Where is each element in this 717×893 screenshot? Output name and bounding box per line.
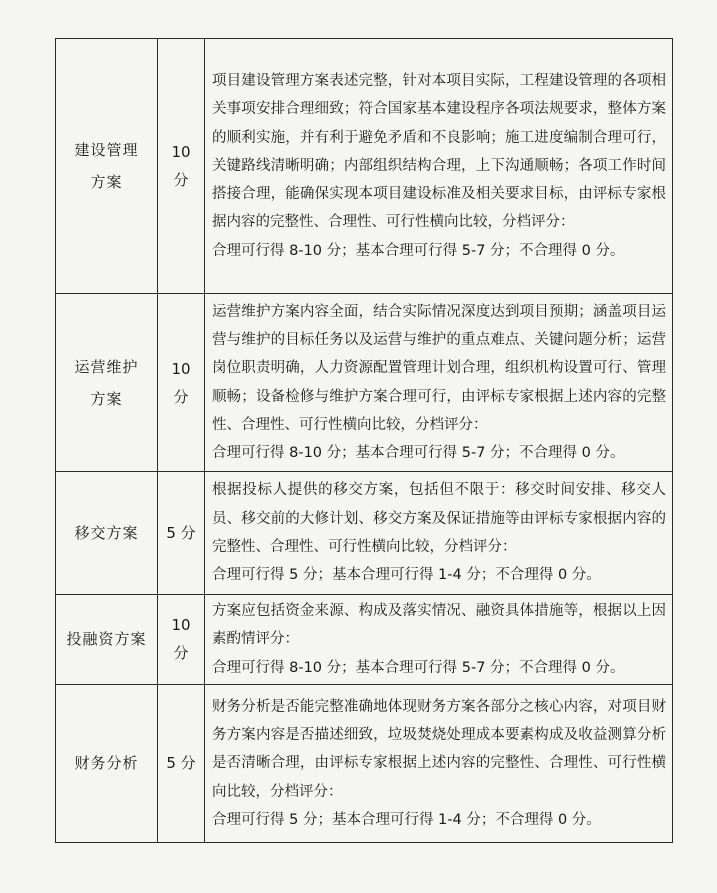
score-line: 5 分 [166,524,196,542]
table-row [56,472,673,595]
score-cell [158,595,205,685]
criteria-text: 项目建设管理方案表述完整，针对本项目实际，工程建设管理的各项相关事项安排合理细致；符合国家基本建设程序各项法规要求，整体方案的顺利实施，并有利于避免矛盾和不良影响；施工进度编制合理可行，关键路线清晰明确；内部组织结构合理，上下沟通顺畅；各项工作时间搭接合理，能确保实现本项目建设标准及相关要求目标，由评标专家根据内容的完整性、合理性、可行性横向比较，分档评分： [212,72,666,231]
score-cell [158,684,205,842]
item-name-cell [56,294,158,472]
table-row [56,595,673,685]
item-name-line: 方案 [90,173,123,191]
table-row [56,294,673,472]
criteria-cell [205,294,673,472]
item-name-line: 财务分析 [74,754,139,773]
criteria-cell [205,39,673,294]
criteria-text: 运营维护方案内容全面，结合实际情况深度达到项目预期；涵盖项目运营与维护的目标任务以及运营与维护的重点难点、关键问题分析；运营岗位职责明确，人力资源配置管理计划合理，组织机构设置可行、管理顺畅；设备检修与维护方案合理可行，由评标专家根据上述内容的完整性、合理性、可行性横向比较，分档评分： [212,303,666,433]
criteria-text: 方案应包括资金来源、构成及落实情况、融资具体措施等，根据以上因素酌情评分： [212,603,666,648]
criteria-cell [205,595,673,685]
item-name-line: 投融资方案 [66,630,147,649]
item-name-line: 运营维护 [74,357,139,376]
score-line: 5 分 [166,754,196,773]
score-cell [158,39,205,294]
score-cell [158,472,205,595]
item-name-cell [56,684,158,842]
criteria-cell [205,472,673,595]
score-line: 10 [171,143,191,161]
table-row [56,39,673,294]
score-line: 分 [173,171,189,189]
score-cell [158,294,205,472]
item-name-cell [56,472,158,595]
item-name-line: 移交方案 [74,524,139,542]
scoring-rule: 合理可行得 8-10 分；基本合理可行得 5-7 分；不合理得 0 分。 [212,445,625,462]
score-line: 分 [173,644,189,663]
scoring-rule: 合理可行得 5 分；基本合理可行得 1-4 分；不合理得 0 分。 [212,811,601,828]
score-line: 分 [173,387,189,406]
score-line: 10 [171,616,191,635]
item-name-cell [56,39,158,294]
scoring-rule: 合理可行得 5 分；基本合理可行得 1-4 分；不合理得 0 分。 [212,567,601,584]
criteria-text: 根据投标人提供的移交方案，包括但不限于：移交时间安排、移交人员、移交前的大修计划、移交方案及保证措施等由评标专家根据内容的完整性、合理性、可行性横向比较，分档评分： [212,482,666,555]
scoring-rule: 合理可行得 8-10 分；基本合理可行得 5-7 分；不合理得 0 分。 [212,242,625,259]
item-name-cell [56,595,158,685]
scoring-table [55,38,673,843]
criteria-cell [205,684,673,842]
scoring-rule: 合理可行得 8-10 分；基本合理可行得 5-7 分；不合理得 0 分。 [212,659,625,676]
score-line: 10 [171,359,191,378]
criteria-text: 财务分析是否能完整准确地体现财务方案各部分之核心内容，对项目财务方案内容是否描述细致，垃圾焚烧处理成本要素构成及收益测算分析是否清晰合理，由评标专家根据上述内容的完整性、合理性、可行性横向比较，分档评分： [212,698,666,800]
table-row [56,684,673,842]
item-name-line: 方案 [90,389,123,408]
item-name-line: 建设管理 [74,141,139,159]
